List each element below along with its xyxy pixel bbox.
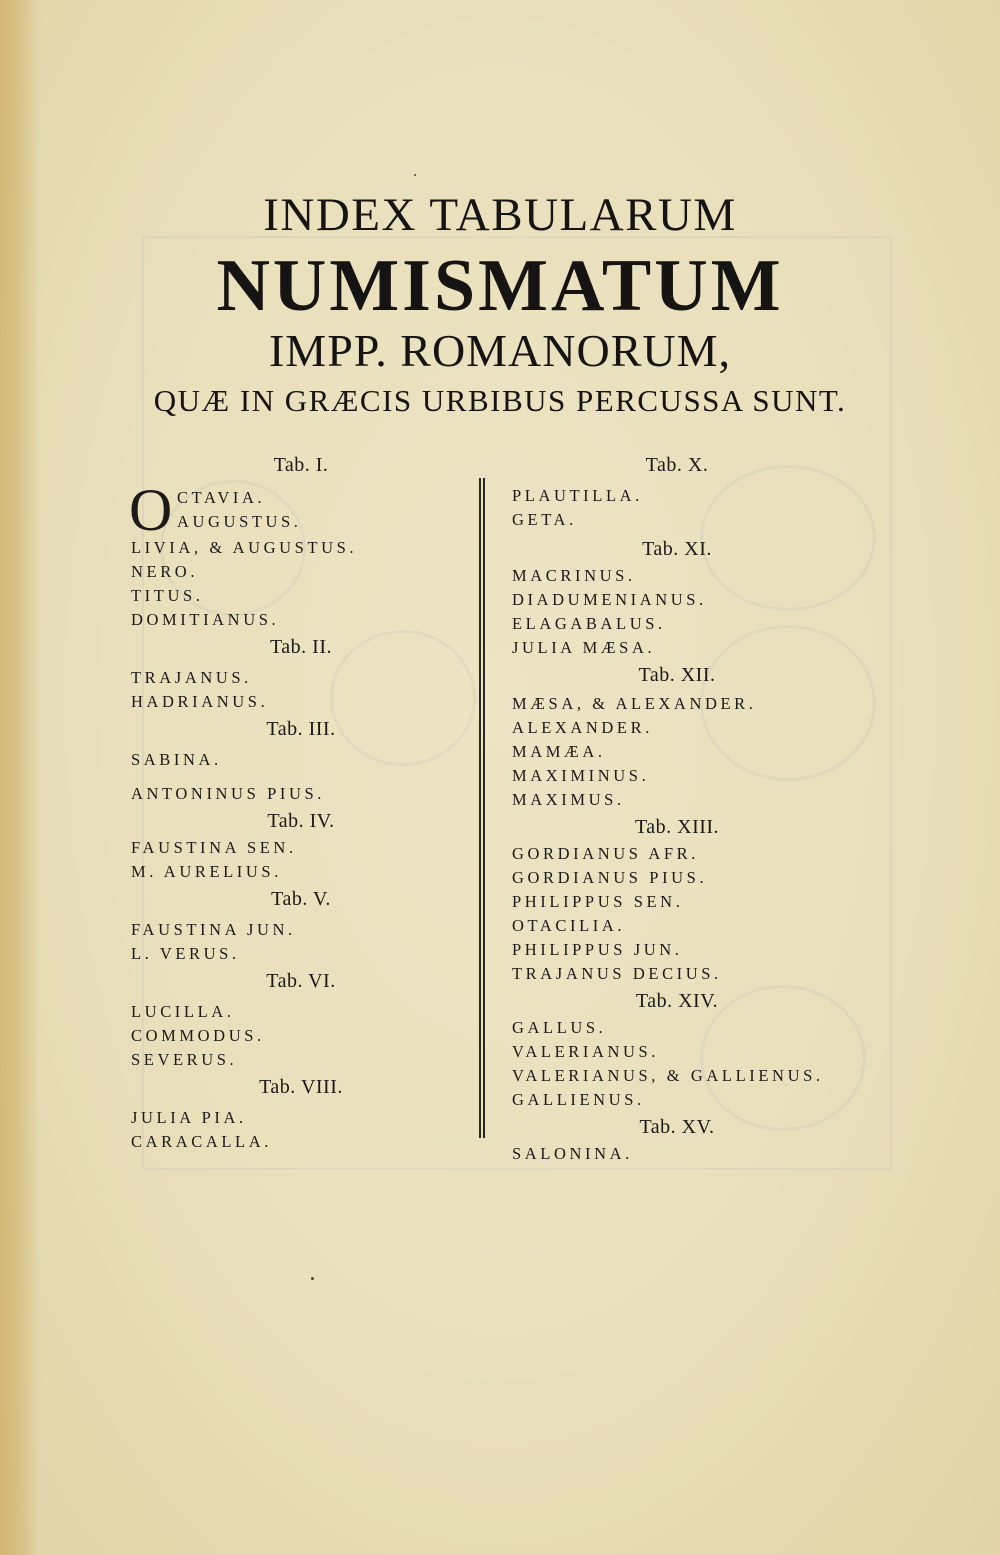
index-entry: COMMODUS. [131,1026,265,1045]
index-entry: AUGUSTUS. [177,512,302,531]
index-entry: MAXIMUS. [512,790,625,809]
index-entry: GETA. [512,510,577,529]
paper-speck [311,1277,314,1280]
tab-heading: Tab. XIII. [634,816,720,838]
tab-heading: Tab. IV. [267,810,335,832]
index-entry: PLAUTILLA. [512,486,643,505]
tab-heading: Tab. XIV. [635,990,719,1012]
index-entry: LIVIA, & AUGUSTUS. [131,538,358,557]
index-entry: GALLUS. [512,1018,607,1037]
tab-heading: Tab. VIII. [259,1076,343,1098]
index-entry: DOMITIANUS. [131,610,280,629]
index-entry: JULIA PIA. [131,1108,247,1127]
index-entry: SALONINA. [512,1144,633,1163]
index-entry: GALLIENUS. [512,1090,645,1109]
index-entry: L. VERUS. [131,944,240,963]
title-line-3: IMPP. ROMANORUM, [268,325,732,376]
tab-heading: Tab. VI. [266,970,336,992]
index-entry: LUCILLA. [131,1002,235,1021]
index-entry: ALEXANDER. [512,718,653,737]
index-entry: DIADUMENIANUS. [512,590,707,609]
column-divider [479,478,485,1138]
index-entry: ELAGABALUS. [512,614,666,633]
index-entry: MAMÆA. [512,742,606,761]
index-entry: PHILIPPUS SEN. [512,892,684,911]
index-entry: CARACALLA. [131,1132,272,1151]
index-entry: TRAJANUS DECIUS. [512,964,722,983]
title-line-2: NUMISMATUM [216,245,784,327]
index-entry: SABINA. [131,750,222,769]
index-entry: TITUS. [131,586,204,605]
index-entry: NERO. [131,562,199,581]
title-line-4: QUÆ IN GRÆCIS URBIBUS PERCUSSA SUNT. [153,383,847,418]
index-entry: JULIA MÆSA. [512,638,656,657]
index-entry: OTACILIA. [512,916,626,935]
index-entry: SEVERUS. [131,1050,238,1069]
tab-heading: Tab. XV. [639,1116,715,1138]
index-entry: VALERIANUS. [512,1042,660,1061]
tab-heading: Tab. III. [266,718,336,740]
index-entry: GORDIANUS PIUS. [512,868,708,887]
tab-heading: Tab. XI. [642,538,712,560]
index-entry: HADRIANUS. [131,692,269,711]
tab-heading: Tab. V. [271,888,331,910]
paper-speck [414,174,416,176]
index-entry: VALERIANUS, & GALLIENUS. [512,1066,824,1085]
index-entry: M. AURELIUS. [131,862,282,881]
dropcap-entry [129,477,461,543]
title-line-1: INDEX TABULARUM [263,189,737,241]
index-entry: ANTONINUS PIUS. [131,784,325,803]
tab-heading: Tab. I. [273,454,329,476]
index-entry: MAXIMINUS. [512,766,650,785]
index-entry: FAUSTINA JUN. [131,920,296,939]
right-column [512,450,852,1166]
index-entry: MÆSA, & ALEXANDER. [512,694,757,713]
tab-heading: Tab. XII. [638,664,716,686]
tab-heading: Tab. X. [645,454,709,476]
index-entry: MACRINUS. [512,566,636,585]
tab-heading: Tab. II. [269,636,333,658]
left-column [131,450,461,1154]
index-entry: CTAVIA. [177,488,266,507]
drop-cap: O [129,477,173,543]
index-entry: PHILIPPUS JUN. [512,940,683,959]
index-entry: TRAJANUS. [131,668,252,687]
index-entry: FAUSTINA SEN. [131,838,297,857]
index-entry: GORDIANUS AFR. [512,844,700,863]
